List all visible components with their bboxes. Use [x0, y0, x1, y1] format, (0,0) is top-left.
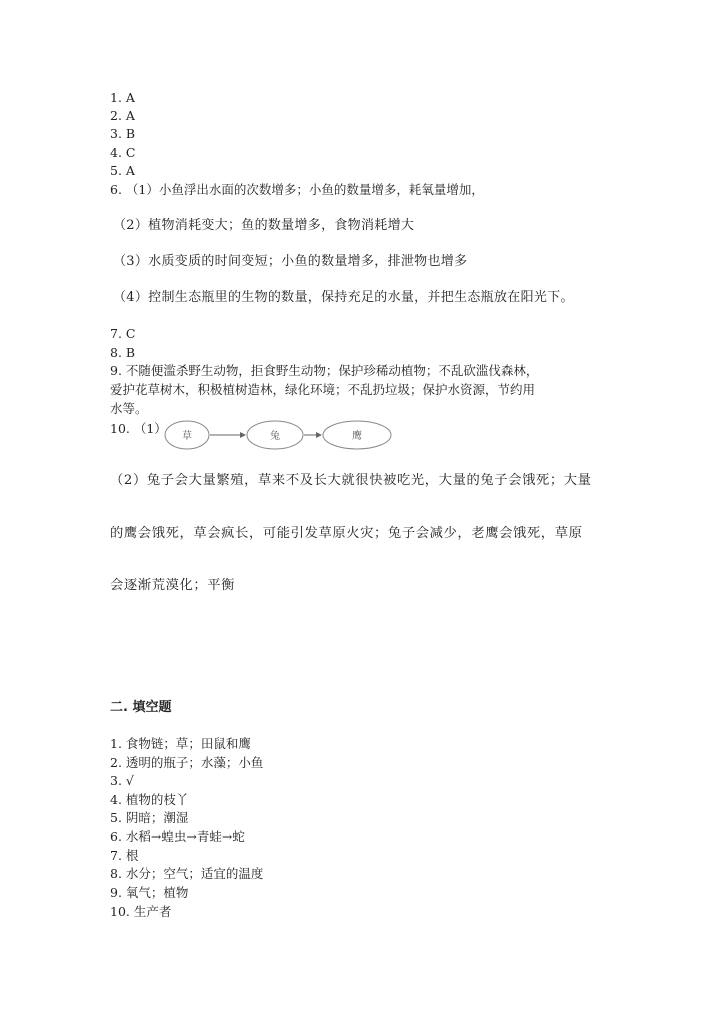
answer-3: 3. B: [110, 126, 136, 141]
answer-8: 8. B: [110, 345, 136, 360]
food-chain-label-grass: 草: [182, 431, 192, 442]
fill-answer-9: 9. 氧气；植物: [110, 885, 189, 900]
fill-answer-7: 7. 根: [110, 848, 139, 863]
answer-6-part-1: 6. （1）小鱼浮出水面的次数增多；小鱼的数量增多，耗氧量增加，: [110, 182, 484, 197]
answer-6-part-3: （3）水质变质的时间变短；小鱼的数量增多，排泄物也增多: [113, 254, 468, 269]
fill-answer-2: 2. 透明的瓶子；水藻；小鱼: [110, 755, 264, 770]
answer-9-line-1: 9. 不随便滥杀野生动物，拒食野生动物；保护珍稀动植物；不乱砍滥伐森林，: [110, 363, 539, 378]
fill-answer-10: 10. 生产者: [110, 904, 172, 919]
fill-answer-1: 1. 食物链；草；田鼠和鹰: [110, 736, 251, 751]
answer-5: 5. A: [110, 163, 135, 178]
section-heading: 二. 填空题: [110, 700, 172, 715]
answer-6-part-2: （2）植物消耗变大；鱼的数量增多，食物消耗增大: [113, 218, 415, 233]
answer-4: 4. C: [110, 145, 136, 160]
food-chain-label-rabbit: 兔: [270, 431, 280, 442]
answer-10-part-2-line-3: 会逐渐荒漠化；平衡: [110, 578, 236, 593]
answer-10-label: 10. （1）: [110, 421, 167, 436]
answer-2: 2. A: [110, 108, 135, 123]
answer-6-part-4: （4）控制生态瓶里的生物的数量，保持充足的水量，并把生态瓶放在阳光下。: [113, 290, 574, 305]
answer-9-line-2: 爱护花草树木，积极植树造林，绿化环境；不乱扔垃圾；保护水资源，节约用: [110, 382, 536, 397]
answer-10-part-2-line-1: （2）兔子会大量繁殖，草来不及长大就很快被吃光，大量的兔子会饿死；大量: [110, 473, 592, 488]
fill-answer-3: 3. √: [110, 773, 134, 788]
fill-answer-6: 6. 水稻→蝗虫→青蛙→蛇: [110, 829, 245, 844]
food-chain-label-eagle: 鹰: [352, 431, 362, 442]
answer-7: 7. C: [110, 326, 136, 341]
answer-10-part-2-line-2: 的鹰会饿死，草会疯长，可能引发草原火灾；兔子会减少，老鹰会饿死，草原: [110, 526, 583, 541]
answer-9-line-3: 水等。: [110, 401, 148, 416]
fill-answer-8: 8. 水分；空气；适宜的温度: [110, 866, 264, 881]
fill-answer-4: 4. 植物的枝丫: [110, 792, 189, 807]
fill-answer-5: 5. 阴暗；潮湿: [110, 810, 189, 825]
answer-1: 1. A: [110, 90, 135, 105]
food-chain-diagram: [164, 418, 394, 452]
